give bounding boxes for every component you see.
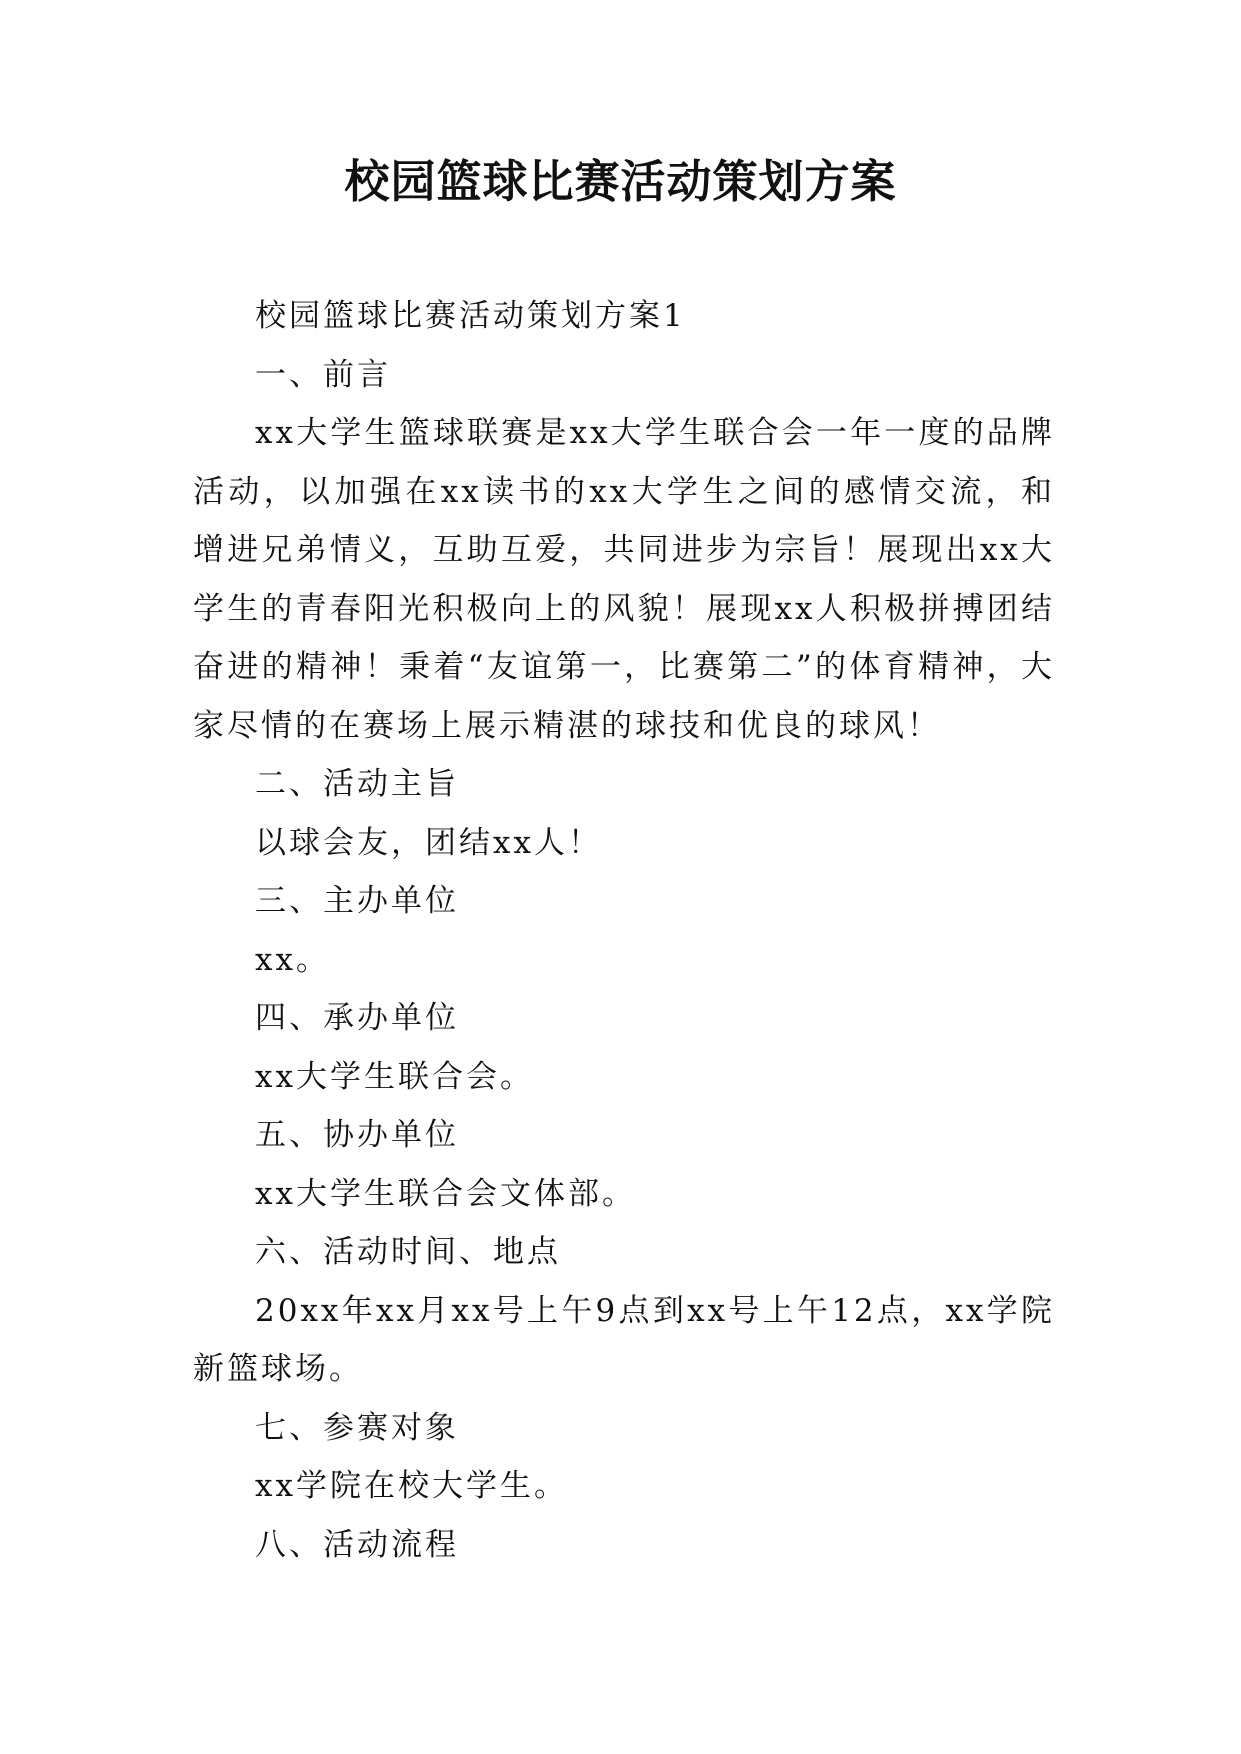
- body-paragraph: 以球会友，团结xx人！: [255, 824, 602, 861]
- body-paragraph: xx。: [255, 941, 330, 978]
- section-heading: 三、主办单位: [255, 883, 459, 919]
- section-heading: 四、承办单位: [255, 1000, 459, 1036]
- body-paragraph: xx大学生联合会。: [255, 1058, 534, 1095]
- document-title: 校园篮球比赛活动策划方案: [344, 155, 897, 208]
- section-heading: 二、活动主旨: [255, 766, 459, 802]
- section-heading: 一、前言: [255, 356, 391, 393]
- section-heading: 五、协办单位: [255, 1117, 459, 1153]
- section-heading: 六、活动时间、地点: [255, 1234, 561, 1270]
- body-paragraph: xx学院在校大学生。: [255, 1468, 568, 1504]
- section-heading: 校园篮球比赛活动策划方案1: [255, 298, 686, 334]
- section-heading: 七、参赛对象: [255, 1409, 459, 1446]
- document-body: [193, 287, 1055, 1574]
- section-heading: 八、活动流程: [255, 1526, 459, 1563]
- body-paragraph: xx大学生联合会文体部。: [255, 1175, 636, 1212]
- body-paragraph: xx大学生篮球联赛是xx大学生联合会一年一度的品牌活动，以加强在xx读书的xx大学生之间的感情交流，和增进兄弟情义，互助互爱，共同进步为宗旨！展现出xx大学生的青春阳光积极向上的风貌！展现xx人积极拼搏团结奋进的精神！秉着“友谊第一，比赛第二”的体育精神，大家尽情的在赛场上展示精湛的球技和优良的球风！: [193, 415, 1055, 744]
- body-paragraph: 20xx年xx月xx号上午9点到xx号上午12点，xx学院新篮球场。: [193, 1292, 1055, 1387]
